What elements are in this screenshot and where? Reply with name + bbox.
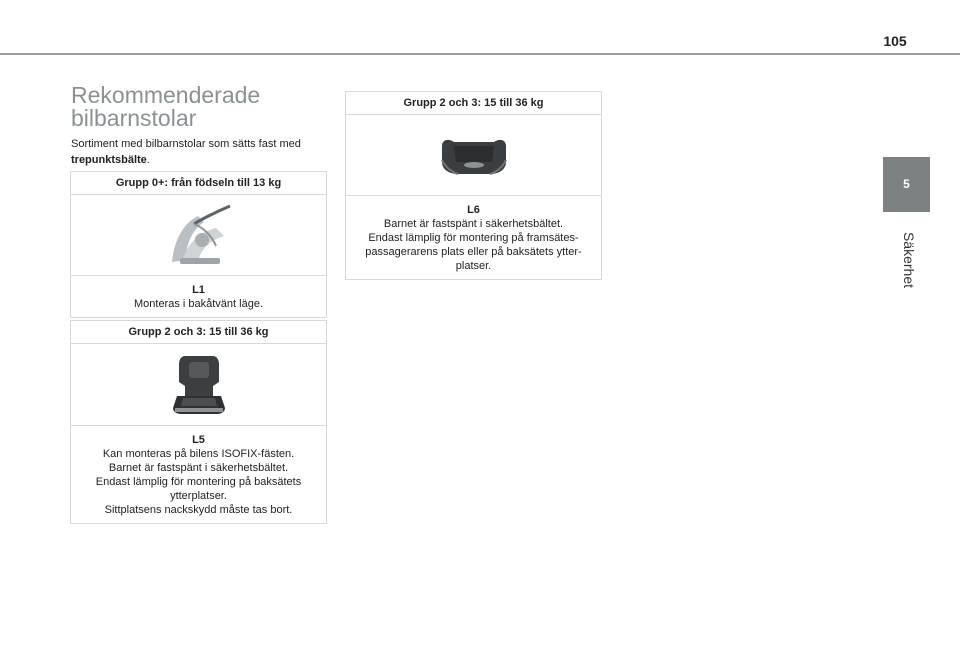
- seat-code: L5: [192, 434, 205, 446]
- seat-code: L1: [192, 284, 205, 296]
- card-line: Monteras i bakåtvänt läge.: [133, 298, 264, 310]
- card-text: [346, 196, 601, 279]
- card-line: Kan monteras på bilens ISOFIX-fästen.: [102, 448, 295, 460]
- seat-code: L6: [467, 204, 480, 216]
- chapter-tab[interactable]: 5: [883, 157, 930, 212]
- card-line: Barnet är fastspänt i säkerhetsbältet.: [108, 462, 289, 474]
- rear-facing-infant-seat-icon: [164, 202, 234, 268]
- card-header: Grupp 2 och 3: 15 till 36 kg: [71, 321, 326, 344]
- seat-card-l6: [345, 91, 602, 280]
- intro-end: .: [146, 154, 150, 166]
- intro-text: Sortiment med bilbarnstolar som sätts fast med: [71, 138, 301, 150]
- seat-card-l1: [70, 171, 327, 318]
- card-line: platser.: [455, 260, 492, 272]
- card-text: [71, 276, 326, 317]
- card-line: passagerarens plats eller på baksätets ytter-: [365, 246, 582, 258]
- section-title: [71, 84, 331, 130]
- section-title-line2: bilbarnstolar: [71, 105, 197, 131]
- intro-paragraph: [71, 136, 331, 168]
- high-back-booster-seat-icon: [169, 352, 229, 418]
- card-header: Grupp 0+: från födseln till 13 kg: [71, 172, 326, 195]
- booster-cushion-icon: [436, 132, 512, 178]
- card-line: ytterplatser.: [170, 490, 227, 502]
- card-image: [71, 195, 326, 276]
- card-header: Grupp 2 och 3: 15 till 36 kg: [346, 92, 601, 115]
- header-rule: [0, 53, 960, 55]
- section-title-line1: Rekommenderade: [71, 82, 261, 108]
- seat-card-l5: [70, 320, 327, 524]
- card-image: [346, 115, 601, 196]
- card-line: Barnet är fastspänt i säkerhetsbältet.: [383, 218, 564, 230]
- chapter-label: Säkerhet: [901, 231, 917, 289]
- card-line: Endast lämplig för montering på framsätes-: [368, 232, 579, 244]
- card-line: Endast lämplig för montering på baksätets: [95, 476, 302, 488]
- card-image: [71, 344, 326, 426]
- card-text: [71, 426, 326, 523]
- intro-bold: trepunktsbälte: [71, 154, 147, 166]
- page-number: 105: [883, 33, 907, 49]
- card-line: Sittplatsens nackskydd måste tas bort.: [104, 504, 293, 516]
